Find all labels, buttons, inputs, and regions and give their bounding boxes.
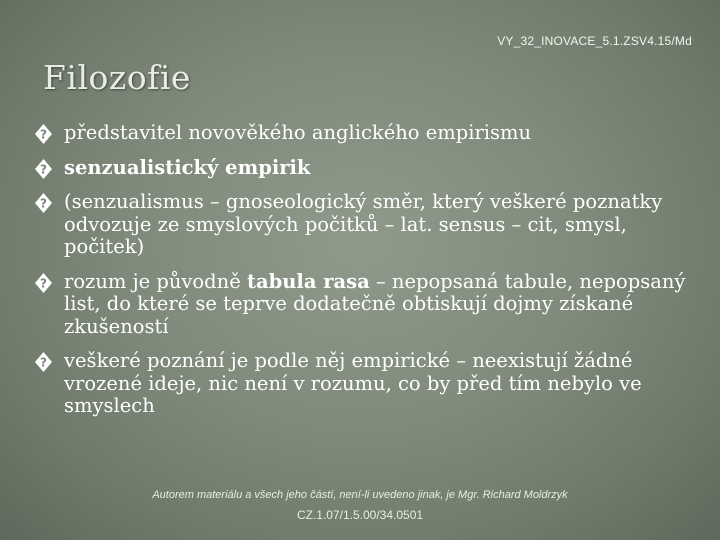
- list-item-text: senzualistický empirik: [64, 155, 311, 179]
- bullet-list: [34, 122, 704, 430]
- project-code: CZ.1.07/1.5.00/34.0501: [296, 508, 424, 522]
- replacement-glyph-icon: [34, 123, 53, 145]
- list-item-text: veškeré poznání je podle něj empirické – neexistují žádné vrozené ideje, nic není v rozumu, co by před tím nebylo ve smyslech: [64, 349, 642, 417]
- svg-text:?: ?: [40, 162, 47, 176]
- slide-title: Filozofie: [43, 58, 191, 97]
- list-item: [34, 122, 704, 145]
- replacement-glyph-icon: [34, 351, 53, 373]
- list-item-text: představitel novověkého anglického empirismu: [64, 121, 532, 144]
- material-code-label: VY_32_INOVACE_5.1.ZSV4.15/Md: [497, 34, 692, 48]
- author-note: Autorem materiálu a všech jeho částí, není-li uvedeno jinak, je Mgr. Richard Moldrzyk: [152, 489, 568, 501]
- svg-text:?: ?: [40, 276, 47, 290]
- replacement-glyph-icon: [34, 192, 53, 214]
- list-item-text-before: rozum je původně: [64, 269, 247, 293]
- replacement-glyph-icon: [34, 272, 53, 294]
- svg-text:?: ?: [40, 127, 47, 142]
- list-item: [34, 271, 704, 339]
- svg-text:?: ?: [40, 355, 47, 370]
- list-item-text-after: – nepopsaná tabule, nepopsaný list, do které se teprve dodatečně obtiskují dojmy získané zkušeností: [64, 269, 686, 338]
- svg-text:?: ?: [40, 196, 47, 211]
- list-item: [34, 157, 704, 180]
- footer: [0, 489, 720, 522]
- list-item-text-bold: tabula rasa: [246, 269, 370, 293]
- list-item-text: (senzualismus – gnoseologický směr, který veškeré poznatky odvozuje ze smyslových počitků – lat. sensus – cit, smysl, počitek): [64, 190, 663, 258]
- list-item: [34, 350, 704, 418]
- list-item: [34, 191, 704, 259]
- replacement-glyph-icon: [34, 158, 53, 180]
